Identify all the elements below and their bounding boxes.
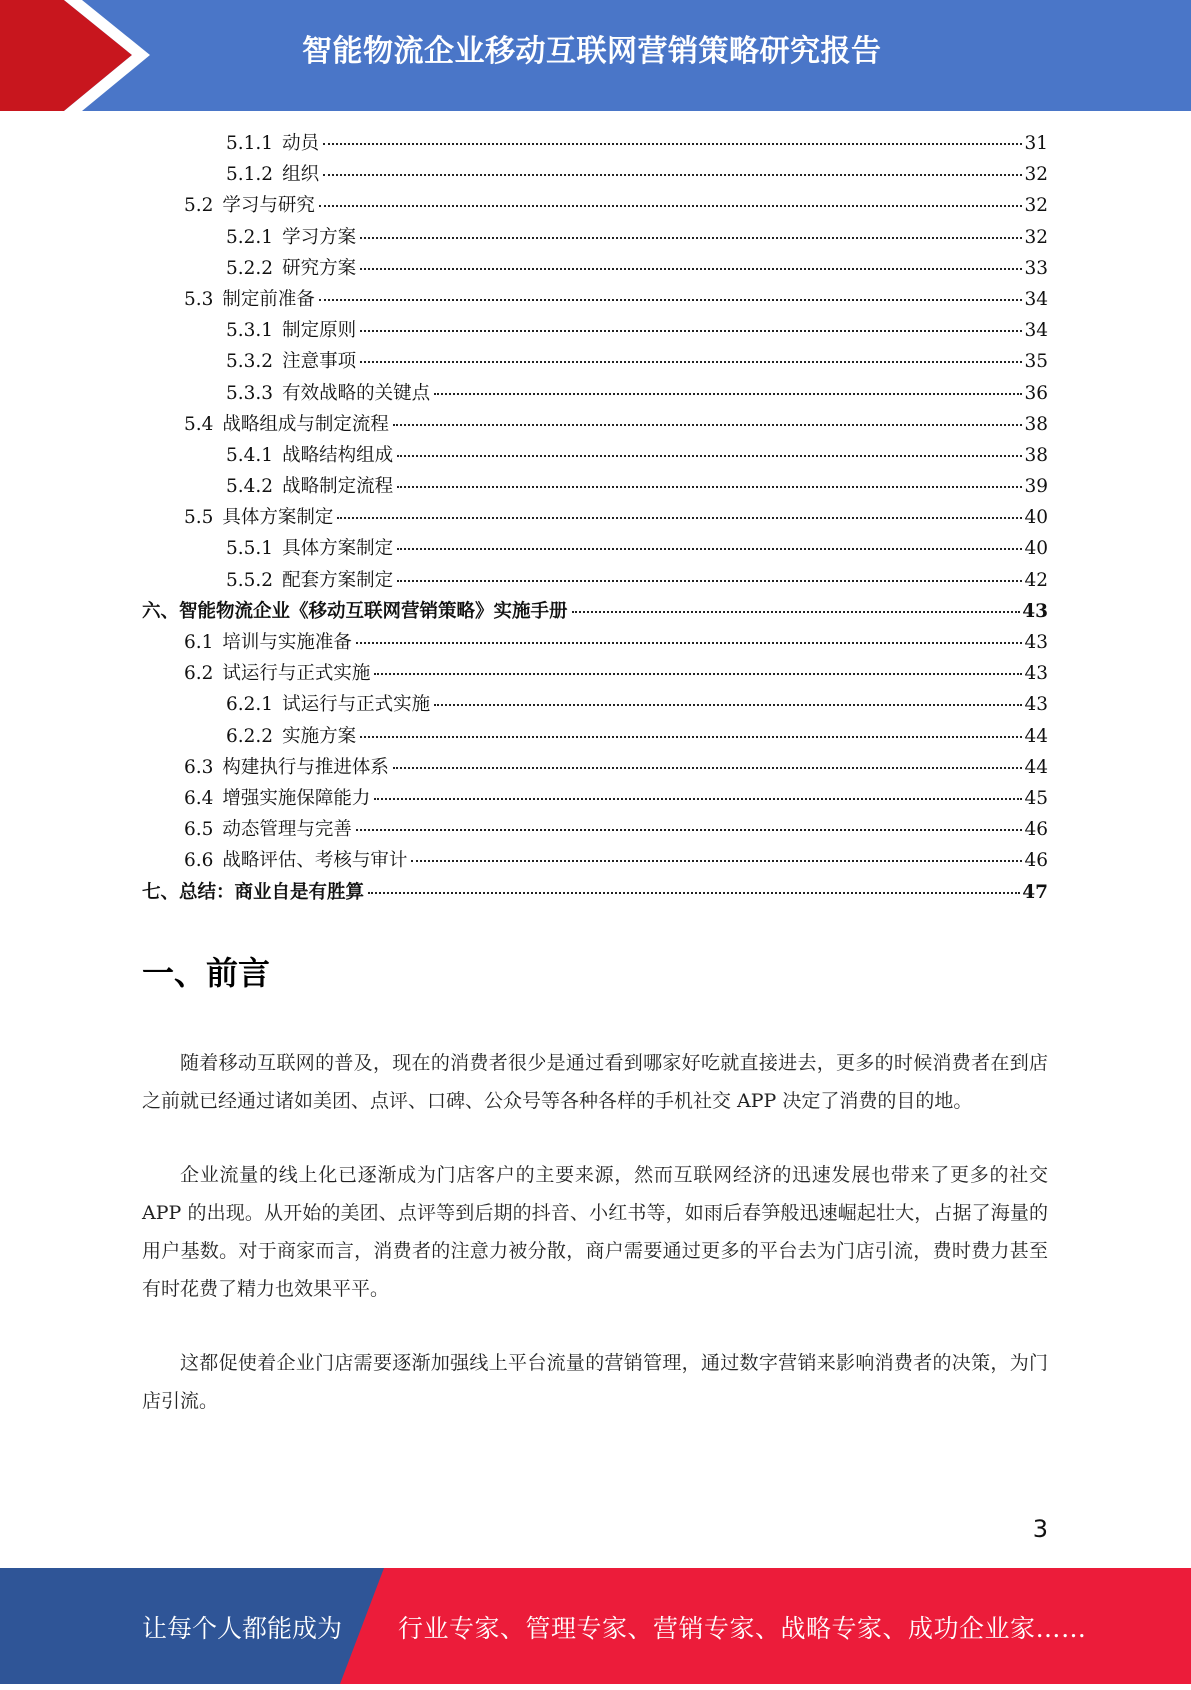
toc-entry-label: 增强实施保障能力 [222,787,371,809]
toc-entry[interactable] [142,752,1048,783]
toc-entry-label: 培训与实施准备 [222,632,352,653]
toc-dot-leader [323,142,1022,145]
toc-entry-page: 33 [1024,257,1048,279]
toc-entry-number: 5.5.2 [226,569,274,591]
toc-dot-leader [434,703,1022,706]
toc-entry-label: 具体方案制定 [222,507,334,529]
toc-entry-label: 七、总结：商业自是有胜算 [142,881,365,903]
toc-entry[interactable] [142,378,1048,409]
toc-entry-number: 5.5 [184,507,214,529]
toc-entry-label: 配套方案制定 [282,569,394,591]
toc-entry-number: 6.3 [184,756,214,778]
toc-dot-leader [360,267,1022,270]
toc-dot-leader [368,891,1020,894]
toc-entry[interactable] [142,533,1048,564]
toc-entry-page: 34 [1024,320,1048,342]
toc-entry-number: 6.1 [184,632,214,653]
toc-entry-number: 5.4.2 [226,476,274,498]
toc-entry-page: 44 [1024,725,1048,747]
toc-entry[interactable] [142,159,1048,190]
toc-dot-leader [374,672,1022,675]
toc-entry-number: 5.3.2 [226,351,274,373]
toc-entry[interactable] [142,190,1048,221]
toc-entry-page: 35 [1024,351,1048,373]
toc-dot-leader [397,454,1022,457]
toc-entry-label: 组织 [282,164,320,186]
toc-entry-number: 5.1.1 [226,133,274,154]
toc-entry-number: 6.2 [184,663,214,685]
toc-entry[interactable] [142,845,1048,876]
toc-entry-label: 战略结构组成 [282,444,394,466]
toc-entry-page: 42 [1024,569,1048,591]
table-of-contents [142,128,1048,908]
toc-entry[interactable] [142,627,1048,658]
toc-entry-number: 5.2.1 [226,226,274,248]
toc-entry-label: 注意事项 [282,351,357,373]
toc-entry-label: 六、智能物流企业《移动互联网营销策略》实施手册 [142,600,568,622]
toc-entry-page: 40 [1024,507,1048,529]
toc-entry-number: 5.4 [184,413,214,435]
toc-entry[interactable] [142,253,1048,284]
toc-entry-label: 战略制定流程 [282,476,394,498]
page-header [0,0,1191,111]
page-footer [0,1568,1191,1684]
toc-entry-label: 具体方案制定 [282,538,394,560]
toc-entry[interactable] [142,502,1048,533]
toc-entry-number: 5.4.1 [226,444,274,466]
footer-slogan-left: 让每个人都能成为 [142,1614,343,1643]
toc-entry[interactable] [142,409,1048,440]
toc-entry-number: 5.2.2 [226,257,274,279]
toc-entry[interactable] [142,783,1048,814]
toc-entry-number: 5.5.1 [226,538,274,560]
toc-dot-leader [411,859,1022,862]
toc-dot-leader [397,485,1022,488]
footer-slogan-right: 行业专家、管理专家、营销专家、战略专家、成功企业家…… [398,1614,1087,1643]
toc-entry-number: 5.1.2 [226,164,274,186]
toc-dot-leader [360,236,1022,239]
toc-entry-label: 学习方案 [282,226,357,248]
toc-entry-number: 6.4 [184,787,214,809]
toc-dot-leader [360,329,1022,332]
toc-entry-page: 32 [1024,226,1048,248]
page-number: 3 [1032,1515,1048,1543]
toc-dot-leader [572,610,1021,613]
toc-entry-label: 学习与研究 [222,195,315,217]
toc-entry-label: 战略评估、考核与审计 [222,850,408,872]
toc-entry-page: 45 [1024,787,1048,809]
toc-entry-page: 46 [1024,850,1048,872]
section-title: 一、前言 [142,954,271,992]
toc-dot-leader [393,423,1023,426]
toc-entry-page: 44 [1024,756,1048,778]
toc-entry-page: 34 [1024,288,1048,310]
toc-dot-leader [319,298,1023,301]
toc-entry-page: 31 [1024,133,1048,154]
toc-dot-leader [434,392,1022,395]
toc-entry-number: 5.2 [184,195,214,217]
toc-entry-page: 38 [1024,444,1048,466]
toc-entry-label: 研究方案 [282,257,357,279]
toc-entry-page: 38 [1024,413,1048,435]
toc-entry[interactable] [142,471,1048,502]
toc-entry-label: 构建执行与推进体系 [222,756,389,778]
toc-entry-number: 6.2.1 [226,694,274,716]
toc-entry-number: 5.3 [184,288,214,310]
toc-entry-label: 试运行与正式实施 [282,694,431,716]
toc-entry[interactable] [142,596,1048,627]
toc-entry[interactable] [142,721,1048,752]
toc-entry[interactable] [142,877,1048,908]
toc-entry[interactable] [142,284,1048,315]
toc-dot-leader [397,547,1022,550]
toc-entry[interactable] [142,440,1048,471]
toc-entry-label: 制定原则 [282,320,357,342]
toc-dot-leader [393,766,1023,769]
toc-entry-page: 47 [1022,881,1048,903]
paragraph: 随着移动互联网的普及，现在的消费者很少是通过看到哪家好吃就直接进去，更多的时候消费者在到店之前就已经通过诸如美团、点评、口碑、公众号等各种各样的手机社交 APP 决定了消费的目的地。 [142,1052,1048,1112]
toc-entry-label: 试运行与正式实施 [222,663,371,685]
toc-dot-leader [337,516,1022,519]
toc-dot-leader [397,579,1022,582]
toc-entry-number: 6.6 [184,850,214,872]
toc-entry-label: 有效战略的关键点 [282,382,431,404]
toc-entry[interactable] [142,315,1048,346]
toc-entry-label: 实施方案 [282,725,357,747]
toc-entry-page: 40 [1024,538,1048,560]
toc-entry[interactable] [142,346,1048,377]
toc-dot-leader [356,641,1023,644]
report-title: 智能物流企业移动互联网营销策略研究报告 [302,34,882,69]
toc-dot-leader [323,173,1022,176]
header-chevron-icon [0,0,160,111]
toc-entry-page: 32 [1024,195,1048,217]
toc-dot-leader [319,204,1023,207]
toc-entry-label: 制定前准备 [222,288,315,310]
toc-dot-leader [356,828,1023,831]
toc-entry-label: 动态管理与完善 [222,819,352,841]
toc-entry-page: 39 [1024,476,1048,498]
toc-entry-page: 36 [1024,382,1048,404]
toc-entry-page: 43 [1024,663,1048,685]
section-body [142,1044,1048,1456]
toc-entry-number: 6.5 [184,819,214,841]
toc-dot-leader [360,360,1022,363]
toc-dot-leader [360,735,1022,738]
toc-entry-page: 43 [1024,632,1048,653]
toc-entry-number: 6.2.2 [226,725,274,747]
toc-dot-leader [374,797,1022,800]
toc-entry[interactable] [142,814,1048,845]
toc-entry-page: 46 [1024,819,1048,841]
toc-entry[interactable] [142,128,1048,159]
toc-entry[interactable] [142,658,1048,689]
toc-entry[interactable] [142,689,1048,720]
toc-entry[interactable] [142,222,1048,253]
toc-entry-page: 43 [1022,600,1048,622]
toc-entry-page: 43 [1024,694,1048,716]
toc-entry-number: 5.3.1 [226,320,274,342]
toc-entry-page: 32 [1024,164,1048,186]
toc-entry-label: 动员 [282,133,320,154]
toc-entry-number: 5.3.3 [226,382,274,404]
paragraph: 这都促使着企业门店需要逐渐加强线上平台流量的营销管理，通过数字营销来影响消费者的决策，为门店引流。 [142,1352,1048,1412]
paragraph: 企业流量的线上化已逐渐成为门店客户的主要来源，然而互联网经济的迅速发展也带来了更多的社交 APP 的出现。从开始的美团、点评等到后期的抖音、小红书等，如雨后春笋般迅速崛起壮大，占据了海量的用户基数。对于商家而言，消费者的注意力被分散，商户需要通过更多的平台去为门店引流，费时费力甚至有时花费了精力也效果平平。 [142,1164,1048,1300]
toc-entry[interactable] [142,565,1048,596]
toc-entry-label: 战略组成与制定流程 [222,413,389,435]
